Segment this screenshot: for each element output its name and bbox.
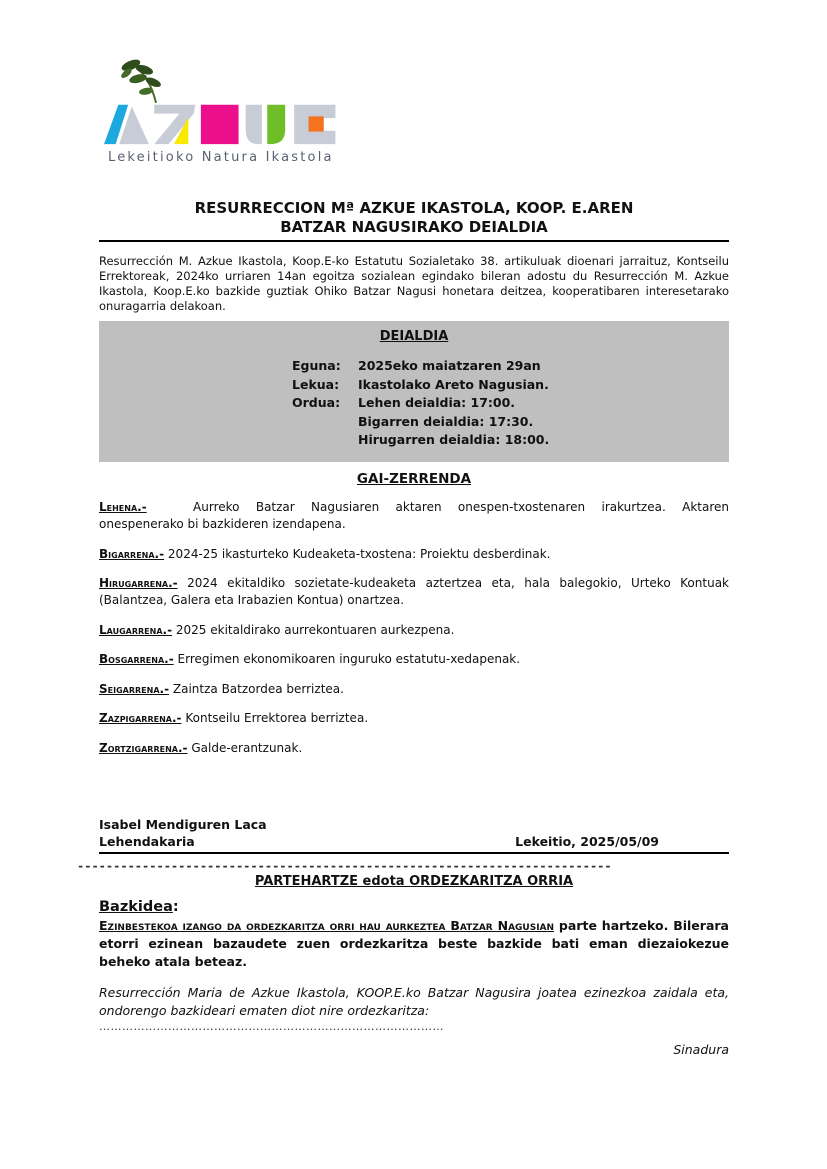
agenda-item-6 — [99, 681, 729, 698]
agenda-item-7 — [99, 710, 729, 727]
notice-value: Ikastolako Areto Nagusian. — [358, 376, 549, 392]
agenda-item-label: Zazpigarrena.- — [99, 711, 182, 725]
agenda-item-text: Erregimen ekonomikoaren inguruko estatutu-xedapenak. — [177, 652, 521, 666]
place-and-date: Lekeitio, 2025/05/09 — [515, 833, 659, 849]
agenda-item-label: Seigarrena.- — [99, 681, 170, 696]
notice-value: Bigarren deialdia: 17:30. — [358, 413, 534, 429]
agenda-item-5 — [99, 651, 729, 668]
agenda-item-2 — [99, 546, 729, 563]
proxy-statement: Resurrección Maria de Azkue Ikastola, KOOP.E.ko Batzar Nagusira joatea ezinezkoa zaidala eta, ondorengo bazkideari ematen diot nire ordezkaritza: — [99, 984, 729, 1018]
logo-subtitle: Lekeitioko Natura Ikastola — [108, 150, 334, 165]
document-title-line2: BATZAR NAGUSIRAKO DEIALDIA — [280, 218, 548, 236]
notice-label: Eguna: — [292, 358, 341, 373]
agenda-item-label: Bosgarrena.- — [99, 652, 174, 666]
agenda-item-text: 2024 ekitaldiko sozietate-kudeaketa aztertzea eta, hala balegokio, Urteko Kontuak (Balantzea, Galera eta Irabazien Kontua) onartzea. — [99, 576, 729, 607]
notice-box — [99, 321, 729, 462]
member-heading — [99, 899, 729, 915]
document-title-line1: RESURRECCION Mª AZKUE IKASTOLA, KOOP. E.AREN — [194, 199, 634, 217]
agenda-item-label: Lehena.- — [99, 500, 147, 514]
agenda-item-text: Kontseilu Errektorea berriztea. — [185, 711, 369, 725]
fill-in-dotted-line: ……………………………………………………………………………… — [99, 1019, 444, 1033]
agenda-item-3 — [99, 575, 729, 609]
notice-row-ordua-2 — [292, 413, 729, 432]
notice-row-lekua — [292, 376, 729, 395]
agenda-item-4 — [99, 622, 729, 639]
notice-label: Lekua: — [292, 376, 340, 392]
notice-value: 2025eko maiatzaren 29an — [358, 358, 541, 373]
signatory-role: Lehendakaria — [99, 833, 195, 849]
agenda-item-text: 2025 ekitaldirako aurrekontuaren aurkezpena. — [175, 622, 455, 637]
notice-row-ordua — [292, 394, 729, 413]
proxy-lead-paragraph — [99, 917, 729, 971]
proxy-lead-rest: parte hartzeko. Bilerara etorri ezinean bazaudete zuen ordezkaritza beste bazkide bati eman diezaiokezue beheko atala beteaz. — [99, 917, 729, 969]
agenda-item-text: Galde-erantzunak. — [191, 740, 303, 755]
signatory-name: Isabel Mendiguren Laca — [99, 816, 267, 832]
member-colon: : — [172, 898, 179, 915]
signature-label: Sinadura — [673, 1041, 729, 1057]
notice-row-ordua-3 — [292, 431, 729, 450]
agenda-title: GAI-ZERRENDA — [356, 470, 472, 487]
signature-block — [99, 816, 729, 854]
notice-value: Hirugarren deialdia: 18:00. — [358, 432, 550, 447]
dashed-separator: -------------------------------------------------------------------------- — [77, 858, 612, 873]
notice-label — [292, 413, 358, 432]
notice-label: Ordua: — [292, 395, 341, 410]
agenda-item-text: Zaintza Batzordea berriztea. — [172, 681, 344, 696]
proxy-lead-underlined: Ezinbestekoa izango da ordezkaritza orri hau aurkeztea Batzar Nagusian — [99, 917, 555, 933]
agenda-item-label: Bigarrena.- — [99, 546, 165, 561]
document-title — [99, 199, 729, 242]
intro-paragraph: Resurrección M. Azkue Ikastola, Koop.E-ko Estatutu Sozialetako 38. artikuluak dioenari jarraituz, Kontseilu Errektoreak, 2024ko urriaren 14an egoitza sozialean egindako bileran adostu du Resurrección M. Azkue Ikastola, Koop.E.ko bazkide guztiak Ohiko Batzar Nagusi honetara deitzea, kooperatibaren interesetarako onuragarria delakoan. — [99, 254, 729, 313]
notice-box-title: DEIALDIA — [379, 329, 449, 344]
proxy-section-title: PARTEHARTZE edota ORDEZKARITZA ORRIA — [254, 873, 574, 889]
document-content — [77, 0, 729, 1057]
agenda-item-label: Laugarrena.- — [99, 622, 173, 637]
agenda-item-text: Aurreko Batzar Nagusiaren aktaren onespen-txostenaren irakurtzea. Aktaren onespenerako bi bazkideren izendapena. — [99, 500, 729, 531]
agenda-item-label: Hirugarrena.- — [99, 576, 178, 590]
agenda-item-1 — [99, 499, 729, 533]
agenda-item-text: 2024-25 ikasturteko Kudeaketa-txostena: Proiektu desberdinak. — [167, 546, 551, 561]
notice-label — [292, 431, 358, 450]
agenda-item-label: Zortzigarrena.- — [99, 740, 188, 755]
member-label: Bazkidea — [99, 898, 173, 915]
notice-row-eguna — [292, 357, 729, 376]
notice-box-rows — [99, 357, 729, 450]
agenda-item-8 — [99, 740, 729, 757]
notice-value: Lehen deialdia: 17:00. — [358, 395, 516, 410]
